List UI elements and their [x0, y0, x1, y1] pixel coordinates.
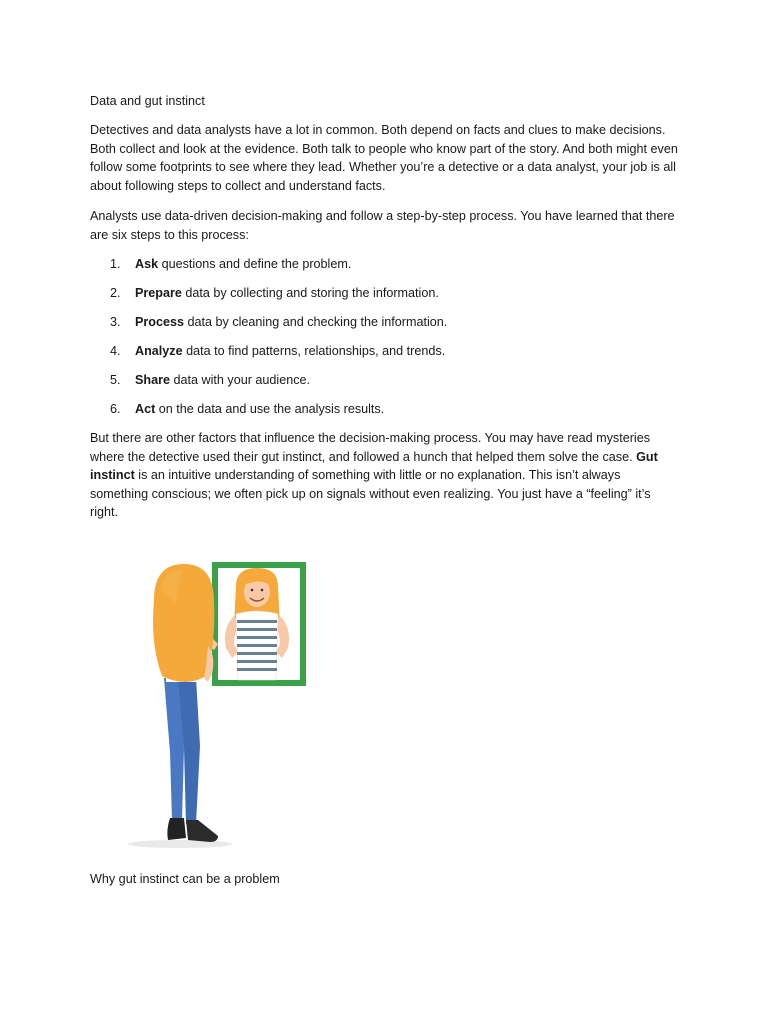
- list-item: 3. Process data by cleaning and checking the information.: [110, 315, 448, 329]
- gut-instinct-paragraph: But there are other factors that influence the decision-making process. You may have read mysteries where the detective used their gut instinct, and followed a hunch that helped them solve the case. Gut instinct is an intuitive understanding of something with little or no explanation. This isn’t always something conscious; we often pick up on signals without even realizing. You just have a “feeling” it’s right.: [90, 431, 658, 519]
- subsection-heading: Why gut instinct can be a problem: [90, 872, 280, 886]
- list-item: 2. Prepare data by collecting and storing the information.: [110, 286, 439, 300]
- intro-paragraph: Detectives and data analysts have a lot in common. Both depend on facts and clues to make decisions. Both collect and look at the evidence. Both talk to people who know part of the story. And both might even follow some footprints to see where they lead. Whether you’re a detective or a data analyst, your job is all about following steps to collect and understand facts.: [90, 123, 678, 193]
- list-item: 6. Act on the data and use the analysis results.: [110, 402, 385, 416]
- list-item: 4. Analyze data to find patterns, relationships, and trends.: [110, 344, 446, 358]
- steps-list: [90, 255, 650, 429]
- list-item: 5. Share data with your audience.: [110, 373, 311, 387]
- section-heading: Data and gut instinct: [90, 94, 205, 108]
- mirror-illustration-svg: [120, 548, 320, 854]
- process-paragraph: Analysts use data-driven decision-making and follow a step-by-step process. You have learned that there are six steps to this process:: [90, 209, 675, 242]
- woman-mirror-illustration: [120, 548, 320, 854]
- list-item: 1. Ask questions and define the problem.: [110, 257, 352, 271]
